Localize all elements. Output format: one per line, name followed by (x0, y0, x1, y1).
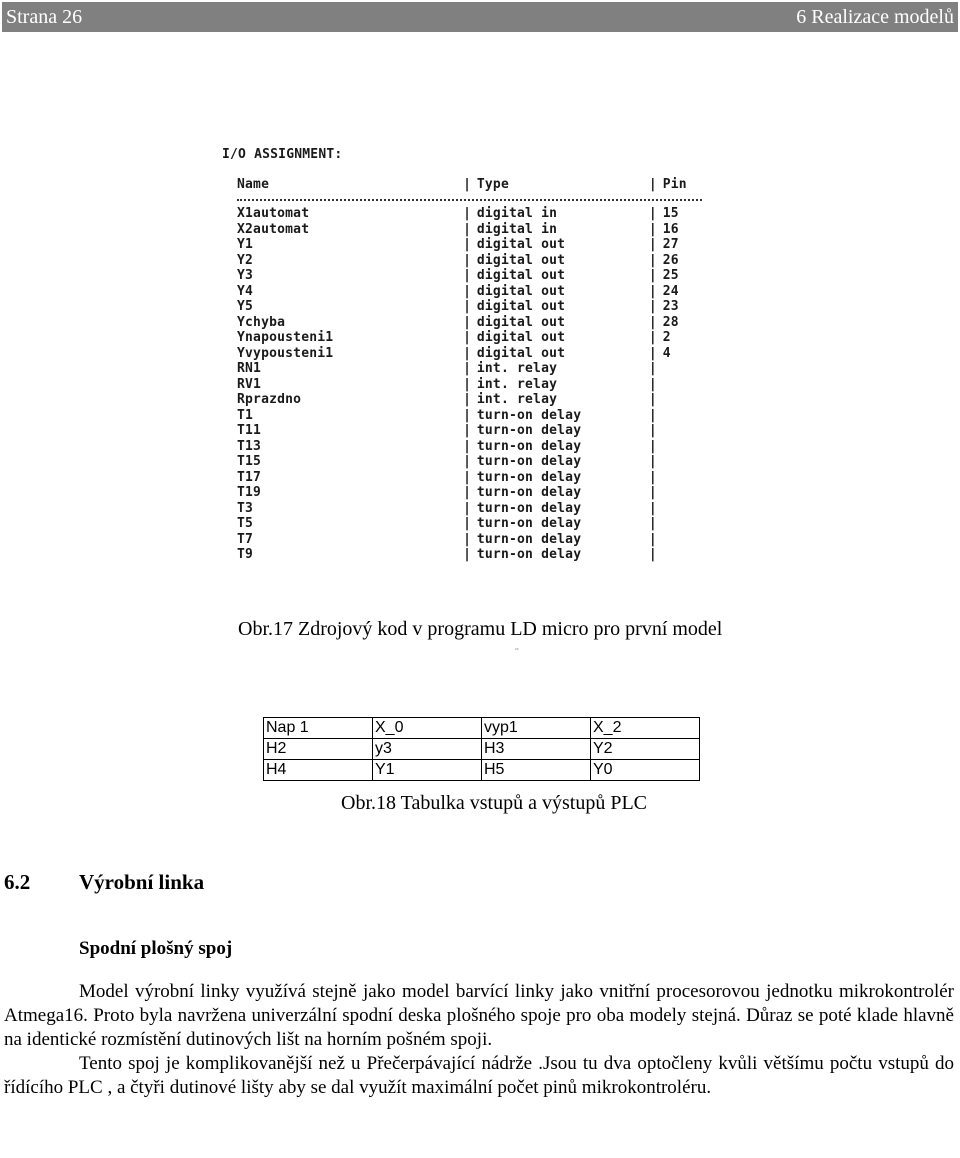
column-separator: | (463, 361, 472, 376)
code-pin-cell (663, 377, 702, 393)
code-name-cell: T15 (237, 454, 262, 469)
code-type-cell: turn-on delay (476, 423, 582, 438)
code-pin-cell: 24 (662, 283, 679, 299)
column-separator: | (463, 299, 472, 314)
code-name-cell: T7 (237, 531, 254, 547)
code-pin-cell: 15 (662, 206, 679, 221)
column-separator: | (648, 206, 657, 221)
column-separator: | (648, 485, 657, 500)
column-separator: | (463, 469, 472, 485)
code-type-cell: int. relay (476, 392, 558, 407)
stray-mark: ¨ (515, 646, 519, 658)
page-header (2, 2, 958, 32)
page-number: Strana 26 (6, 5, 83, 28)
code-type-cell: digital out (476, 252, 566, 268)
table-row (264, 760, 700, 781)
code-pin-cell (663, 392, 702, 408)
table-cell: H3 (482, 739, 591, 760)
code-row (237, 439, 702, 455)
code-row (237, 299, 702, 315)
column-name: Name (237, 176, 270, 192)
code-row (237, 361, 702, 377)
table-row (264, 718, 700, 739)
column-separator: | (463, 330, 472, 345)
code-pin-cell: 4 (662, 345, 671, 361)
code-row (237, 532, 702, 548)
code-row (237, 253, 702, 269)
column-separator: | (463, 252, 472, 268)
code-row (237, 237, 702, 253)
column-separator: | (463, 237, 472, 252)
code-pin-cell: 2 (662, 330, 671, 345)
column-separator: | (463, 206, 472, 221)
code-name-cell: RV1 (237, 376, 262, 392)
code-pin-cell (663, 485, 702, 501)
table-cell: Y2 (591, 739, 700, 760)
code-name-cell: X1automat (237, 206, 310, 221)
column-separator: | (463, 314, 472, 330)
code-row (237, 346, 702, 362)
code-type-cell: turn-on delay (476, 516, 582, 531)
column-separator: | (648, 361, 657, 376)
code-type-cell: digital out (476, 268, 566, 283)
code-name-cell: RN1 (237, 361, 262, 376)
code-pin-cell: 23 (662, 299, 679, 314)
code-row (237, 222, 702, 238)
code-row (237, 315, 702, 331)
column-separator: | (648, 516, 657, 531)
code-pin-cell (663, 516, 702, 532)
code-pin-cell: 25 (662, 268, 679, 283)
code-name-cell: Y1 (237, 237, 254, 252)
column-pin: Pin (662, 176, 687, 192)
column-separator: | (648, 314, 657, 330)
code-name-cell: Ychyba (237, 314, 286, 330)
code-type-cell: digital out (476, 283, 566, 299)
code-pin-cell: 28 (662, 314, 679, 330)
code-type-cell: digital out (476, 330, 566, 345)
code-row (237, 284, 702, 300)
code-type-cell: digital in (476, 221, 558, 237)
paragraph: Model výrobní linky využívá stejně jako model barvící linky jako vnitřní procesorovou jednotku mikrokontrolér Atmega16. Proto byla navržena univerzální spodní deska plošného spoje pro oba modely stejná. Důraz se poté klade hlavně na identické rozmístění dutinových lišt na horním pošném spoji. (4, 981, 954, 1050)
column-separator: | (463, 268, 472, 283)
column-separator: | (648, 345, 657, 361)
code-type-cell: turn-on delay (476, 485, 582, 500)
code-pin-cell (663, 408, 702, 424)
column-separator: | (648, 376, 657, 392)
code-type-cell: turn-on delay (476, 531, 582, 547)
code-row (237, 516, 702, 532)
column-separator: | (463, 547, 472, 562)
table-cell: y3 (373, 739, 482, 760)
code-pin-cell (663, 547, 702, 563)
code-header-row (237, 177, 702, 193)
code-row (237, 485, 702, 501)
code-pin-cell: 27 (662, 237, 679, 252)
column-separator: | (648, 237, 657, 252)
table-cell: Nap 1 (264, 718, 373, 739)
column-separator: | (648, 252, 657, 268)
column-separator: | (463, 176, 472, 192)
code-name-cell: T11 (237, 423, 262, 438)
code-type-cell: digital out (476, 237, 566, 252)
column-separator: | (648, 299, 657, 314)
code-row (237, 377, 702, 393)
code-row (237, 454, 702, 470)
code-title: I/O ASSIGNMENT: (222, 147, 343, 162)
code-pin-cell (663, 439, 702, 455)
column-separator: | (463, 221, 472, 237)
column-separator: | (648, 268, 657, 283)
code-row (237, 330, 702, 346)
code-type-cell: digital out (476, 345, 566, 361)
code-row (237, 470, 702, 486)
code-row (237, 408, 702, 424)
code-type-cell: turn-on delay (476, 500, 582, 516)
code-name-cell: Yvypousteni1 (237, 345, 334, 361)
code-name-cell: Y4 (237, 283, 254, 299)
table-cell: H5 (482, 760, 591, 781)
column-separator: | (648, 547, 657, 562)
table-cell: X_2 (591, 718, 700, 739)
column-separator: | (463, 516, 472, 531)
code-pin-cell (663, 361, 702, 377)
paragraph: Tento spoj je komplikovanější než u Přečerpávající nádrže .Jsou tu dva optočleny kvůli většímu počtu vstupů do řídícího PLC , a čtyři dutinové lišty aby se dal využít maximální počet pinů mikrokontroléru. (4, 1053, 954, 1098)
column-separator: | (463, 283, 472, 299)
code-row (237, 392, 702, 408)
column-separator: | (463, 485, 472, 500)
section-heading (4, 870, 204, 895)
column-separator: | (463, 531, 472, 547)
table-cell: X_0 (373, 718, 482, 739)
figure-caption-18: Obr.18 Tabulka vstupů a výstupů PLC (341, 792, 648, 814)
code-pin-cell (663, 454, 702, 470)
column-separator: | (648, 500, 657, 516)
plc-io-table (263, 717, 700, 781)
code-pin-cell: 26 (662, 252, 679, 268)
code-type-cell: int. relay (476, 376, 558, 392)
table-row (264, 739, 700, 760)
column-separator: | (463, 423, 472, 438)
column-separator: | (463, 438, 472, 454)
code-name-cell: Rprazdno (237, 392, 302, 407)
code-type-cell: digital in (476, 206, 558, 221)
column-separator: | (463, 407, 472, 423)
column-separator: | (648, 221, 657, 237)
code-name-cell: T3 (237, 500, 254, 516)
code-type-cell: digital out (476, 314, 566, 330)
figure-caption-17: Obr.17 Zdrojový kod v programu LD micro pro první model (238, 618, 723, 640)
column-separator: | (648, 176, 657, 192)
table-cell: vyp1 (482, 718, 591, 739)
column-separator: | (648, 330, 657, 345)
code-name-cell: T1 (237, 407, 254, 423)
code-name-cell: Ynapousteni1 (237, 330, 334, 345)
column-separator: | (648, 423, 657, 438)
code-pin-cell (663, 423, 702, 439)
column-separator: | (463, 392, 472, 407)
code-type-cell: turn-on delay (476, 438, 582, 454)
code-name-cell: Y2 (237, 252, 254, 268)
section-title: Výrobní linka (79, 870, 205, 894)
chapter-title: 6 Realizace modelů (796, 5, 954, 28)
code-type-cell: digital out (476, 299, 566, 314)
column-type: Type (476, 176, 509, 192)
column-separator: | (648, 407, 657, 423)
column-separator: | (463, 345, 472, 361)
section-number: 6.2 (4, 870, 31, 894)
code-pin-cell (663, 470, 702, 486)
code-table (237, 177, 702, 563)
table-cell: H4 (264, 760, 373, 781)
table-cell: H2 (264, 739, 373, 760)
code-name-cell: X2automat (237, 221, 310, 237)
code-row (237, 206, 702, 222)
column-separator: | (463, 500, 472, 516)
code-type-cell: turn-on delay (476, 469, 582, 485)
column-separator: | (648, 283, 657, 299)
code-pin-cell (663, 532, 702, 548)
code-type-cell: turn-on delay (476, 407, 582, 423)
table-cell: Y0 (591, 760, 700, 781)
code-name-cell: T13 (237, 438, 262, 454)
code-row (237, 268, 702, 284)
code-name-cell: T9 (237, 547, 254, 562)
column-separator: | (648, 392, 657, 407)
code-type-cell: turn-on delay (476, 547, 582, 562)
subsection-heading: Spodní plošný spoj (79, 938, 233, 959)
table-cell: Y1 (373, 760, 482, 781)
code-name-cell: T5 (237, 516, 254, 531)
column-separator: | (463, 454, 472, 469)
body-text (4, 980, 954, 1100)
code-pin-cell: 16 (662, 221, 679, 237)
column-separator: | (648, 469, 657, 485)
column-separator: | (463, 376, 472, 392)
code-listing (222, 147, 702, 563)
header-divider (237, 199, 702, 201)
code-name-cell: Y5 (237, 299, 254, 314)
column-separator: | (648, 531, 657, 547)
column-separator: | (648, 438, 657, 454)
code-row (237, 547, 702, 563)
code-name-cell: T19 (237, 485, 262, 500)
code-row (237, 501, 702, 517)
code-name-cell: T17 (237, 469, 262, 485)
code-pin-cell (663, 501, 702, 517)
code-type-cell: int. relay (476, 361, 558, 376)
code-row (237, 423, 702, 439)
code-name-cell: Y3 (237, 268, 254, 283)
code-type-cell: turn-on delay (476, 454, 582, 469)
column-separator: | (648, 454, 657, 469)
